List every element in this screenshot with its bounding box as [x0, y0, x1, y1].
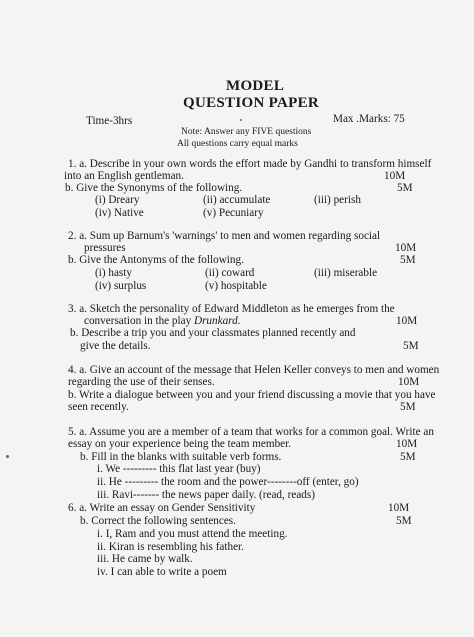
q4a-line-1: 4. a. Give an account of the message that Helen Keller conveys to men and women	[68, 364, 440, 376]
q2a-line-2: pressures	[84, 242, 126, 254]
play-title: Drunkard.	[193, 315, 241, 327]
q5a-line-1: 5. a. Assume you are a member of a team that works for a common goal. Write an	[68, 426, 434, 438]
q6-item-4: iv. I can able to write a poem	[97, 566, 227, 578]
q1b-text: b. Give the Synonyms of the following.	[65, 182, 243, 194]
q2-word-4: (iv) surplus	[95, 280, 147, 292]
q6-item-1: i. I, Ram and you must attend the meeting.	[97, 528, 288, 540]
q5b-marks: 5M	[400, 451, 416, 463]
q6b-marks: 5M	[396, 515, 412, 527]
q3b-line-1: b. Describe a trip you and your classmates planned recently and	[70, 327, 356, 339]
note-line-2: All questions carry equal marks	[177, 139, 298, 149]
q1-word-4: (iv) Native	[95, 207, 144, 219]
q5b-text: b. Fill in the blanks with suitable verb forms.	[80, 451, 282, 463]
title-model: MODEL	[226, 78, 285, 94]
q5-item-2: ii. He --------- the room and the power--------off (enter, go)	[97, 476, 359, 488]
q2a-marks: 10M	[395, 242, 417, 254]
q2-word-3: (iii) miserable	[314, 267, 378, 279]
q4a-line-2: regarding the use of their senses.	[68, 376, 215, 388]
q2-word-5: (v) hospitable	[205, 280, 267, 292]
scan-speck	[240, 119, 242, 121]
q5a-line-2: essay on your experience being the team member.	[68, 438, 292, 450]
exam-time: Time-3hrs	[86, 115, 133, 127]
q3b-marks: 5M	[403, 340, 419, 352]
q2b-text: b. Give the Antonyms of the following.	[68, 254, 244, 266]
q5a-marks: 10M	[396, 438, 418, 450]
q5-item-3: iii. Ravi------- the news paper daily. (read, reads)	[97, 489, 315, 501]
q3b-line-2: give the details.	[80, 340, 151, 352]
q6-item-3: iii. He came by walk.	[97, 553, 193, 565]
q4b-marks: 5M	[400, 401, 416, 413]
title-question-paper: QUESTION PAPER	[183, 95, 320, 111]
q4b-line-2: seen recently.	[68, 401, 129, 413]
q2-word-1: (i) hasty	[95, 267, 132, 279]
q2b-marks: 5M	[400, 254, 416, 266]
max-marks: Max .Marks: 75	[333, 113, 405, 125]
scan-speck	[6, 455, 9, 458]
q1a-line-2: into an English gentleman.	[64, 170, 184, 182]
q1-word-3: (iii) perish	[314, 194, 361, 206]
q2a-line-1: 2. a. Sum up Barnum's 'warnings' to men and women regarding social	[68, 230, 381, 242]
q6a-text: 6. a. Write an essay on Gender Sensitivity	[68, 502, 256, 514]
q1-word-5: (v) Pecuniary	[203, 207, 264, 219]
q3a-line-1: 3. a. Sketch the personality of Edward Middleton as he emerges from the	[68, 303, 395, 315]
note-line-1: Note: Answer any FIVE questions	[181, 127, 312, 137]
q1-word-1: (i) Dreary	[95, 194, 140, 206]
q2-word-2: (ii) coward	[205, 267, 255, 279]
q3a-marks: 10M	[396, 315, 418, 327]
q3a-line-2: conversation in the play Drunkard.	[84, 315, 241, 327]
q4a-marks: 10M	[398, 376, 420, 388]
q6b-text: b. Correct the following sentences.	[80, 515, 236, 527]
q1b-marks: 5M	[397, 182, 413, 194]
q1a-marks: 10M	[384, 170, 406, 182]
q6-item-2: ii. Kiran is resembling his father.	[97, 541, 244, 553]
q4b-line-1: b. Write a dialogue between you and your friend discussing a movie that you have	[68, 389, 436, 401]
q1-word-2: (ii) accumulate	[203, 194, 271, 206]
q1a-line-1: 1. a. Describe in your own words the effort made by Gandhi to transform himself	[68, 158, 432, 170]
q5-item-1: i. We --------- this flat last year (buy)	[97, 463, 261, 475]
q6a-marks: 10M	[388, 502, 410, 514]
